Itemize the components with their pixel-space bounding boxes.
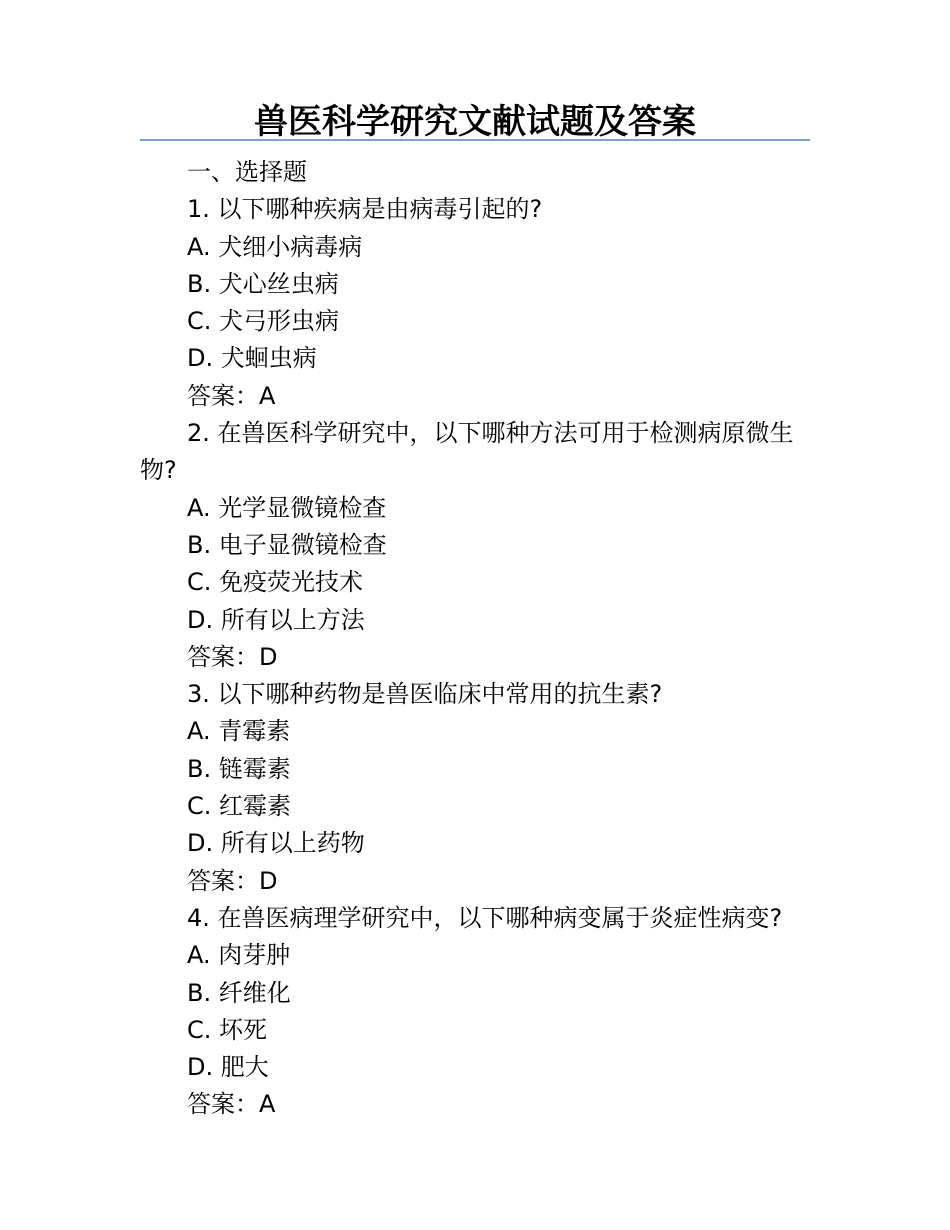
question-block-1 [140, 191, 812, 415]
option-d: D. 犬蛔虫病 [187, 344, 317, 373]
option-a: A. 光学显微镜检查 [187, 493, 387, 522]
answer-text: 答案：D [187, 866, 278, 895]
option-a: A. 青霉素 [187, 717, 291, 746]
question-text: 2. 在兽医科学研究中，以下哪种方法可用于检测病原微生物? [140, 419, 794, 485]
option-c: C. 坏死 [187, 1015, 268, 1044]
document-body [140, 154, 812, 1124]
option-d: D. 所有以上药物 [187, 829, 365, 858]
option-a: A. 犬细小病毒病 [187, 232, 363, 261]
option-c: C. 免疫荧光技术 [187, 568, 364, 597]
section-heading: 一、选择题 [187, 158, 307, 186]
question-text: 4. 在兽医病理学研究中，以下哪种病变属于炎症性病变? [187, 903, 783, 932]
option-c: C. 红霉素 [187, 792, 292, 821]
document-title: 兽医科学研究文献试题及答案 [254, 102, 696, 142]
question-block-4 [140, 900, 812, 1124]
question-text: 3. 以下哪种药物是兽医临床中常用的抗生素? [187, 680, 663, 709]
answer-text: 答案：D [187, 642, 278, 671]
option-c: C. 犬弓形虫病 [187, 307, 340, 336]
question-block-2 [140, 415, 812, 676]
option-b: B. 链霉素 [187, 754, 291, 783]
answer-text: 答案：A [187, 1090, 276, 1119]
title-underline [140, 139, 810, 141]
option-a: A. 肉芽肿 [187, 941, 291, 970]
option-b: B. 纤维化 [187, 978, 291, 1007]
option-b: B. 电子显微镜检查 [187, 530, 387, 559]
answer-text: 答案：A [187, 381, 276, 410]
question-block-3 [140, 676, 812, 900]
question-text: 1. 以下哪种疾病是由病毒引起的? [187, 195, 543, 224]
option-d: D. 所有以上方法 [187, 605, 365, 634]
option-b: B. 犬心丝虫病 [187, 269, 339, 298]
option-d: D. 肥大 [187, 1053, 269, 1082]
